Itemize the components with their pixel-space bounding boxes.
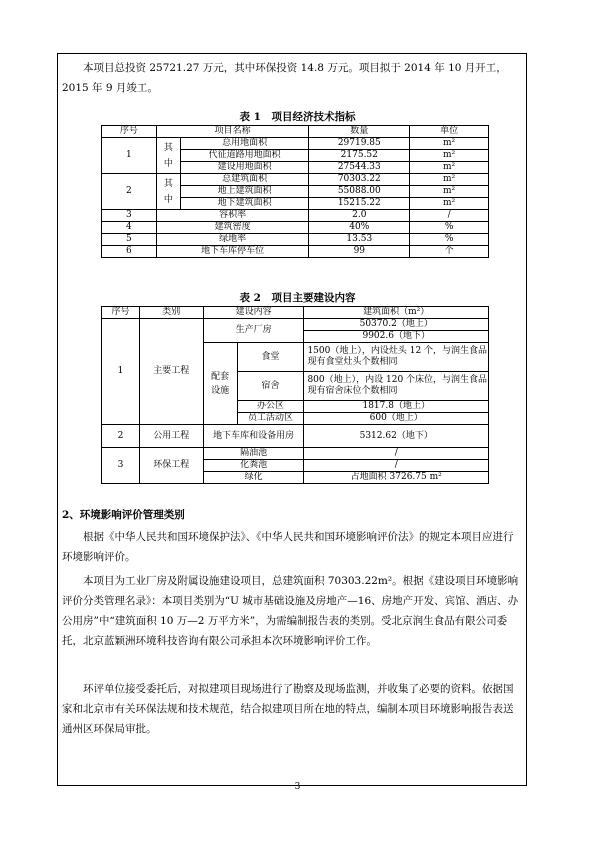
table1-cell: 2175.52 [309, 150, 410, 162]
table2-cell: 化粪池 [203, 460, 304, 472]
table2-support-label: 配套 设施 [203, 343, 237, 425]
table1-cell: 40% [309, 222, 410, 234]
table-row [102, 234, 489, 246]
table2-cell: 1817.8（地上） [304, 401, 489, 413]
table2-cell: 绿化 [203, 472, 304, 484]
table2-cell: 5312.62（地下） [304, 425, 489, 448]
table2-header-num: 序号 [102, 307, 140, 319]
table2-cell: 1500（地上），内设灶头 12 个，与润生食品现有食堂灶头个数相同 [304, 343, 489, 372]
table1-cell: 29719.85 [309, 138, 410, 150]
table2-header-row [102, 307, 489, 319]
table2-group1-category: 主要工程 [139, 319, 203, 425]
section-paragraph-1: 根据《中华人民共和国环境保护法》、《中华人民共和国环境影响评价法》的规定本项目应进行环境影响评价。 [62, 531, 514, 563]
table1-cell: 个 [410, 246, 489, 258]
table2-cell: 占地面积 3726.75 m² [304, 472, 489, 484]
table1-cell: 5 [102, 234, 157, 246]
table1-cell: 4 [102, 222, 157, 234]
table1 [101, 125, 489, 258]
table2 [101, 306, 489, 484]
table2-cell: 9902.6（地下） [304, 331, 489, 343]
table1-cell: / [410, 210, 489, 222]
table1-header-unit: 单位 [410, 126, 489, 138]
table1-cell: 建设用地面积 [180, 162, 309, 174]
table2-cell: 地下车库和设备用房 [203, 425, 304, 448]
table1-row2-num: 2 [102, 174, 157, 210]
table1-row1-num: 1 [102, 138, 157, 174]
table2-group3-category: 环保工程 [139, 448, 203, 484]
table1-cell: m² [410, 186, 489, 198]
table1-cell: m² [410, 162, 489, 174]
table1-cell: 地下建筑面积 [180, 198, 309, 210]
table2-cell: 50370.2（地上） [304, 319, 489, 331]
table2-cell: 办公区 [237, 401, 304, 413]
table2-cell: 员工活动区 [237, 413, 304, 425]
table1-caption: 表 1 项目经济技术指标 [239, 111, 356, 123]
table1-cell: 6 [102, 246, 157, 258]
table1-cell: 55088.00 [309, 186, 410, 198]
table2-cell: / [304, 460, 489, 472]
table2-header-category: 类别 [139, 307, 203, 319]
table-row [102, 246, 489, 258]
table1-cell: 2.0 [309, 210, 410, 222]
table1-header-num: 序号 [102, 126, 157, 138]
table2-group1-num: 1 [102, 319, 140, 425]
table1-cell: 70303.22 [309, 174, 410, 186]
table2-caption: 表 2 项目主要建设内容 [239, 292, 356, 304]
table1-cell: 地上建筑面积 [180, 186, 309, 198]
table1-cell: 建筑密度 [156, 222, 309, 234]
table2-cell: 600（地上） [304, 413, 489, 425]
table1-cell: 3 [102, 210, 157, 222]
table2-group3-num: 3 [102, 448, 140, 484]
table1-cell: 绿地率 [156, 234, 309, 246]
table1-cell: 13.53 [309, 234, 410, 246]
table1-row1-qizhong: 其 中 [156, 138, 180, 174]
table-row [102, 222, 489, 234]
table2-group2-num: 2 [102, 425, 140, 448]
table1-cell: 代征道路用地面积 [180, 150, 309, 162]
table2-cell: 生产厂房 [203, 319, 304, 343]
table2-header-content: 建设内容 [203, 307, 304, 319]
table1-cell: m² [410, 138, 489, 150]
table1-cell: 15215.22 [309, 198, 410, 210]
table1-cell: 27544.33 [309, 162, 410, 174]
table1-cell: 99 [309, 246, 410, 258]
table1-cell: % [410, 222, 489, 234]
table2-cell: 宿舍 [237, 372, 304, 401]
table2-cell: 食堂 [237, 343, 304, 372]
section-paragraph-2: 本项目为工业厂房及附属设施建设项目，总建筑面积 70303.22m²。根据《建设项目环境影响评价分类管理名录》：本项目类别为“U 城市基础设施及房地产—16、房地产开发、宾馆、酒店、办公用房”中“建筑面积 10 万—2 万平方米”，为需编制报告表的类别。受北京润生食品有限公司委托，北京蓝颖洲环境科技咨询有限公司承担本次环境影响评价工作。 [62, 575, 519, 647]
table1-header-name: 项目名称 [156, 126, 309, 138]
table1-cell: 总建筑面积 [180, 174, 309, 186]
table1-cell: 容积率 [156, 210, 309, 222]
table1-header-row [102, 126, 489, 138]
table1-row2-qizhong: 其 中 [156, 174, 180, 210]
table1-header-qty: 数量 [309, 126, 410, 138]
intro-paragraph: 本项目总投资 25721.27 万元，其中环保投资 14.8 万元。项目拟于 2014 年 10 月开工，2015 年 9 月竣工。 [62, 62, 507, 94]
table1-cell: m² [410, 174, 489, 186]
table1-cell: m² [410, 150, 489, 162]
table2-cell: 800（地上），内设 120 个床位，与润生食品现有宿舍床位个数相同 [304, 372, 489, 401]
table2-group2-category: 公用工程 [139, 425, 203, 448]
table1-cell: % [410, 234, 489, 246]
table2-cell: / [304, 448, 489, 460]
table1-cell: 总用地面积 [180, 138, 309, 150]
page-number: 3 [294, 782, 301, 792]
table1-cell: m² [410, 198, 489, 210]
table1-cell: 地下车库停车位 [156, 246, 309, 258]
section-paragraph-3: 环评单位接受委托后，对拟建项目现场进行了勘察及现场监测，并收集了必要的资料。依据国家和北京市有关环保法规和技术规范，结合拟建项目所在地的特点，编制本项目环境影响报告表送通州区环保局审批。 [62, 683, 514, 735]
table-row [102, 210, 489, 222]
section-heading: 2、环境影响评价管理类别 [62, 509, 185, 521]
table2-header-area: 建筑面积（m²） [304, 307, 489, 319]
table2-cell: 隔油池 [203, 448, 304, 460]
